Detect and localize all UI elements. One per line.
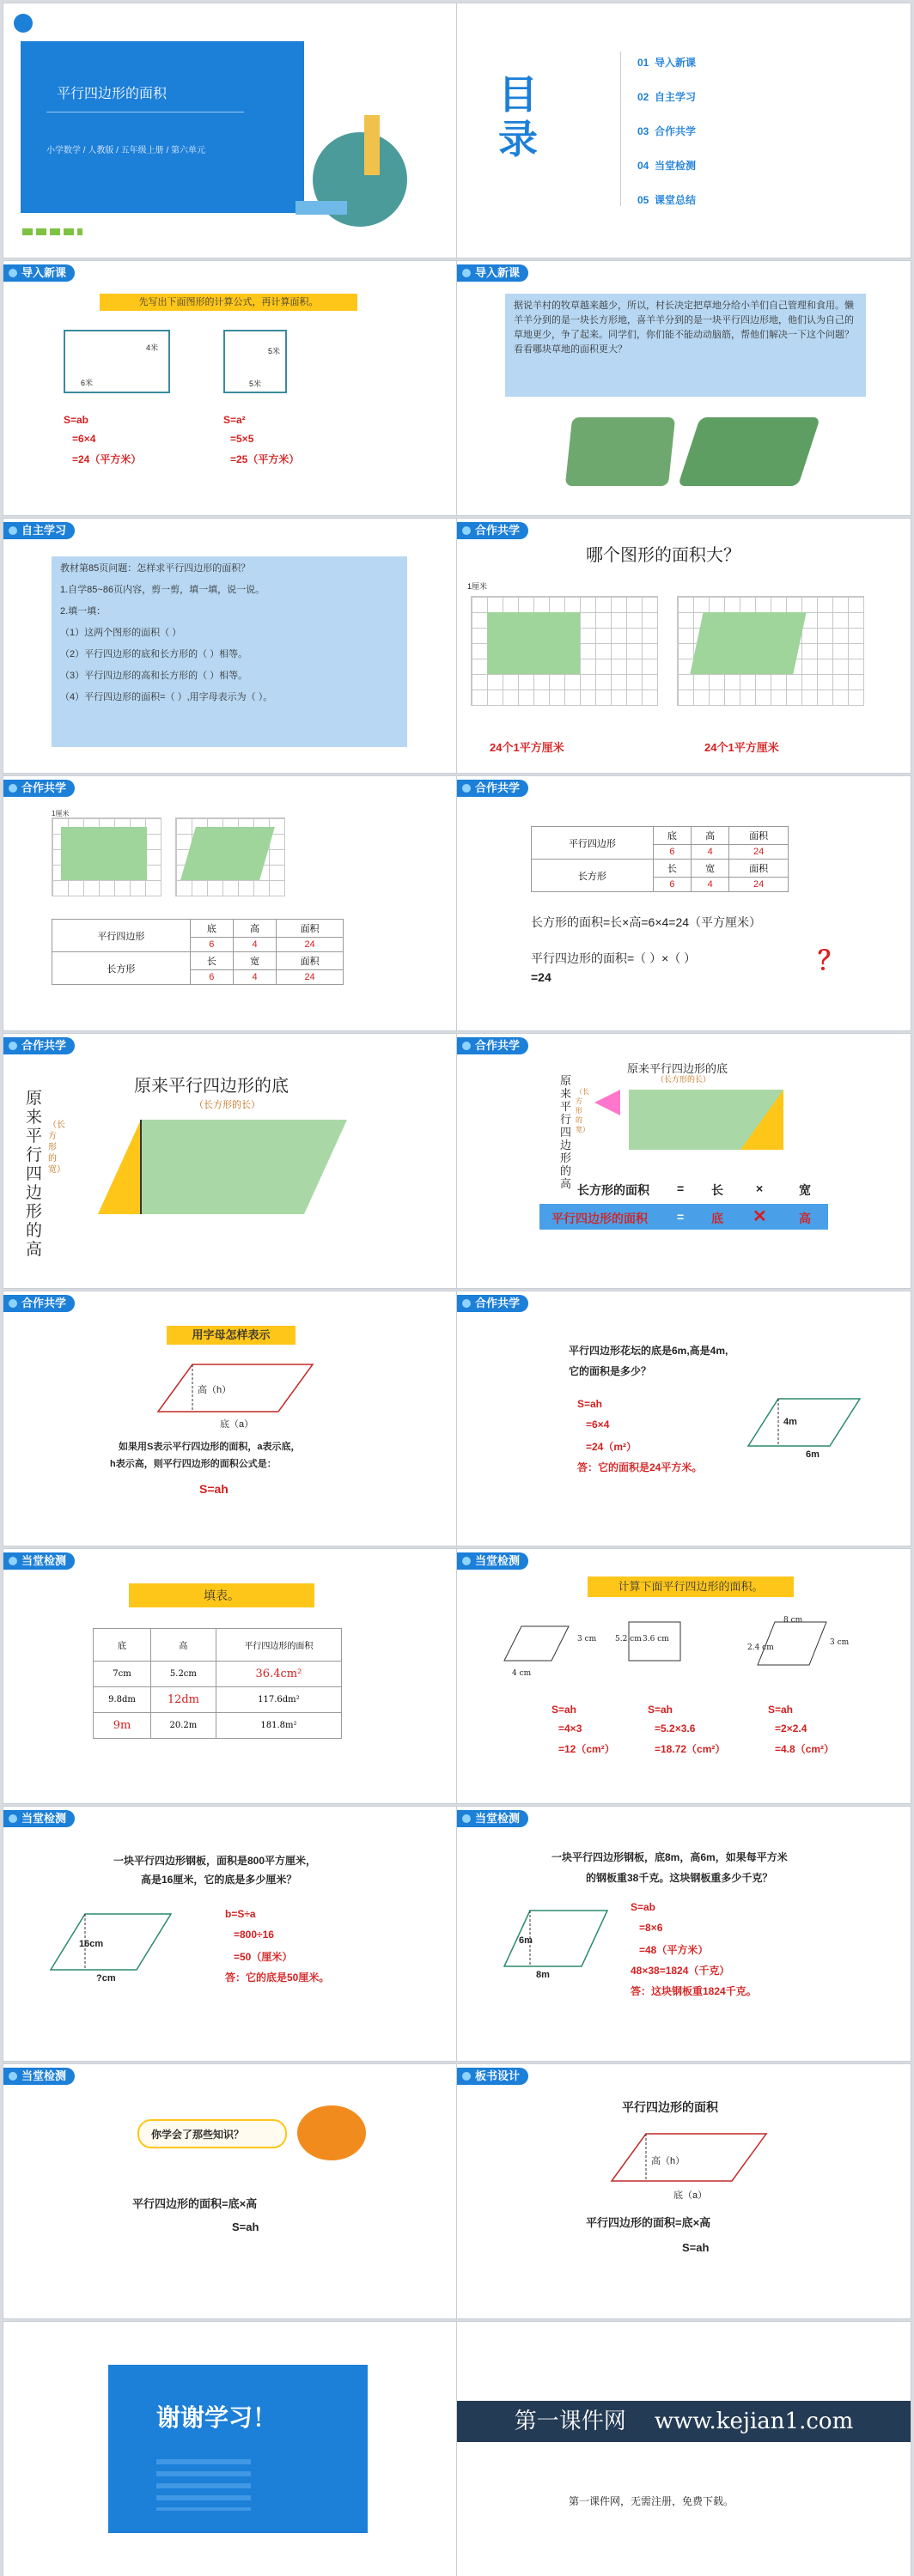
answer: 答：这块钢板重1824千克。 [631, 1985, 757, 1997]
unit-label: 1厘米 [52, 810, 70, 817]
parallelogram-fill [180, 827, 275, 880]
slide-toc[interactable] [457, 3, 911, 258]
table-cell: 平行四边形 [52, 920, 191, 952]
dim-label: 3.6 cm [643, 1635, 669, 1643]
banner: 计算下面平行四边形的面积。 [588, 1577, 794, 1597]
slide-header [457, 1807, 911, 1827]
self-line-5: （2）平行四边形的底和长方形的（ ）相等。 [60, 649, 248, 660]
table-cell: 9.8dm [94, 1687, 151, 1713]
banner: 填表。 [129, 1583, 314, 1607]
slide-example-flowerbed[interactable] [457, 1291, 911, 1546]
parallelogram-grass-illustration [678, 417, 820, 486]
toc-item-1[interactable]: 01 导入新课 [637, 57, 697, 69]
eq2-height: 高 [799, 1212, 811, 1225]
header-label: 当堂检测 [21, 1812, 67, 1825]
base-label: 8m [536, 1970, 550, 1980]
formula-4: 48×38=1824（千克） [631, 1965, 730, 1977]
eq2-base: 底 [711, 1212, 723, 1225]
cover-title: 平行四边形的面积 [57, 87, 168, 101]
dim-label: 5.2 cm [615, 1635, 642, 1643]
slide-header [457, 1549, 911, 1570]
height-label: 6m [519, 1935, 533, 1946]
parallelogram-diagram [46, 1910, 175, 1978]
table-cell: 24 [277, 970, 344, 985]
base-label: 底（a） [673, 2190, 708, 2201]
slide-header [457, 776, 911, 797]
table-cell: 5.2cm [150, 1662, 216, 1687]
header-dot-icon [462, 1299, 471, 1308]
self-line-7: （4）平行四边形的面积=（ ）,用字母表示为（ ）。 [60, 692, 273, 703]
table-cell: 高 [233, 920, 276, 938]
formula-rect-2: =6×4 [72, 433, 96, 445]
table-cell: 面积 [729, 827, 789, 845]
table-cell: 面积 [729, 860, 789, 878]
self-line-1: 教材第85页问题：怎样求平行四边形的面积？ [60, 563, 251, 574]
header-dot-icon [9, 2072, 17, 2081]
table-cell: 6 [653, 878, 691, 892]
question-line-2: 它的面积是多少？ [569, 1365, 652, 1377]
answer: 答：它的面积是24平方米。 [577, 1461, 703, 1473]
table-cell: 20.2m [150, 1713, 216, 1739]
table-cell: 平行四边形 [532, 827, 654, 860]
slide-header [3, 1807, 457, 1827]
eq-length: 长 [711, 1183, 723, 1197]
fill-table [93, 1628, 342, 1739]
header-label: 当堂检测 [21, 2069, 67, 2082]
header-dot-icon [462, 1042, 471, 1050]
board-formula-2: S=ah [682, 2241, 710, 2254]
formula-1: S=ab [631, 1901, 656, 1913]
table-cell: 24 [277, 938, 344, 952]
slide-compare[interactable] [457, 519, 911, 773]
table-cell: 24 [729, 845, 789, 860]
calc-2-3: =18.72（cm²） [655, 1743, 726, 1755]
slide-summary-check[interactable] [3, 2064, 457, 2318]
calc-1-2: =4×3 [558, 1722, 582, 1735]
table-cell: 117.6dm² [216, 1687, 341, 1713]
slide-header [3, 776, 457, 797]
question-line-2: 高是16厘米，它的底是多少厘米？ [141, 1874, 297, 1886]
calc-2-1: S=ah [648, 1704, 673, 1716]
rectangle-fill [487, 612, 580, 674]
table-cell: 4 [233, 938, 276, 952]
board-formula-1: 平行四边形的面积=底×高 [586, 2216, 711, 2229]
square-bottom-label: 5米 [249, 380, 262, 388]
square-side-label: 5米 [268, 347, 281, 355]
desc-line-1: 如果用S表示平行四边形的面积，a表示底， [119, 1442, 301, 1452]
parallelogram-fill [690, 612, 806, 674]
rectangle-grass-illustration [565, 417, 675, 486]
formula-sq-2: =5×5 [230, 433, 254, 445]
slide-header [457, 2064, 911, 2085]
header-label: 当堂检测 [475, 1554, 521, 1567]
rect-height-label: 4米 [146, 343, 159, 352]
caption-left: 24个1平方厘米 [490, 741, 564, 754]
toc-item-5[interactable]: 05 课堂总结 [637, 194, 697, 206]
cut-triangle [98, 1120, 141, 1214]
question-line-1: 平行四边形花坛的底是6m,高是4m, [569, 1345, 728, 1357]
toc-heading [491, 55, 560, 161]
slide-header [3, 519, 457, 539]
prompt-banner: 先写出下面图形的计算公式，再计算面积。 [100, 294, 357, 311]
slide-steel-2[interactable] [457, 1807, 911, 2061]
cover-banner [21, 41, 304, 213]
header-dot-icon [462, 1557, 471, 1565]
height-label: 高（h） [198, 1385, 232, 1395]
logo-icon [14, 14, 33, 33]
table-cell: 高 [692, 827, 729, 845]
parallelogram-diagram [500, 1906, 612, 1975]
header-dot-icon [9, 1042, 17, 1050]
toc-heading-1: 目 [498, 72, 538, 117]
slide-header [457, 519, 911, 539]
slide-thanks[interactable] [3, 2322, 457, 2576]
slide-letters[interactable] [3, 1291, 457, 1546]
calc-1-3: =12（cm²） [558, 1743, 615, 1755]
base-title: 原来平行四边形的底 [627, 1063, 728, 1076]
self-line-2: 1.自学85~86页内容，剪一剪，填一填，说一说。 [60, 585, 265, 596]
header-dot-icon [9, 269, 17, 277]
header-label: 板书设计 [475, 2069, 521, 2082]
toc-heading-2: 录 [498, 117, 538, 161]
coop-table [52, 919, 344, 985]
height-label: 高（h） [651, 2156, 686, 2166]
header-dot-icon [462, 526, 471, 535]
coop-table [531, 826, 789, 892]
header-dot-icon [9, 1814, 17, 1823]
table-cell: 底 [94, 1629, 151, 1662]
board-title: 平行四边形的面积 [622, 2100, 718, 2114]
header-label: 合作共学 [21, 781, 67, 794]
slide-header [457, 1291, 911, 1312]
dim-label: 3 cm [577, 1635, 597, 1643]
table-cell: 底 [190, 920, 233, 938]
brand-bar [457, 2401, 911, 2442]
header-label: 合作共学 [475, 1297, 521, 1309]
three-parallelograms [500, 1618, 861, 1678]
toc-item-3[interactable]: 03 合作共学 [637, 125, 697, 137]
header-label: 导入新课 [21, 266, 67, 279]
slide-coop-table-2[interactable] [457, 776, 911, 1030]
calc-2-2: =5.2×3.6 [655, 1722, 696, 1735]
formula-2: =800÷16 [234, 1929, 274, 1941]
formula-sq-1: S=a² [223, 414, 246, 426]
header-label: 导入新课 [475, 266, 521, 279]
slide-header [3, 2064, 457, 2085]
parallelogram-diagram [149, 1360, 321, 1420]
base-subtitle: （长方形的长） [656, 1075, 711, 1084]
formula-1: b=S÷a [225, 1908, 256, 1920]
grid-right [677, 596, 864, 706]
slide-fill-table[interactable] [3, 1549, 457, 1803]
grid-left [52, 817, 161, 896]
header-dot-icon [9, 784, 17, 793]
bubble-text: 你学会了那些知识？ [151, 2129, 245, 2141]
header-label: 当堂检测 [21, 1554, 67, 1567]
formula-2: =8×6 [639, 1922, 663, 1934]
base-label: 6m [806, 1449, 820, 1460]
books-illustration [296, 201, 347, 215]
slide-brand[interactable] [457, 2322, 911, 2576]
eq2-equals: = [677, 1210, 685, 1224]
area-formula: S=ah [199, 1482, 228, 1496]
speech-bubble [137, 2119, 287, 2148]
eq-equals: = [677, 1182, 685, 1195]
table-cell: 长 [190, 952, 233, 970]
decor-lines [156, 2459, 251, 2511]
table-cell: 6 [190, 970, 233, 985]
table-cell: 181.8m² [216, 1713, 341, 1739]
header-label: 当堂检测 [475, 1812, 521, 1825]
slide-board[interactable] [457, 2064, 911, 2318]
dim-label: 3 cm [830, 1638, 850, 1647]
dim-label: 2.4 cm [747, 1643, 774, 1652]
slide-header [457, 261, 911, 282]
formula-3: =50（厘米） [234, 1951, 293, 1963]
slide-calc-areas[interactable] [457, 1549, 911, 1803]
table-cell: 宽 [692, 860, 729, 878]
base-label: 底（a） [220, 1419, 254, 1430]
question-line-1: 一块平行四边形钢板，底8m，高6m，如果每平方米 [551, 1851, 788, 1863]
toc-divider [620, 52, 621, 206]
base-label: ?cm [96, 1973, 116, 1984]
eq-rect-label: 长方形的面积 [577, 1183, 649, 1197]
table-cell: 24 [729, 878, 789, 892]
question-line-2: 的钢板重38千克。这块钢板重多少千克？ [586, 1872, 773, 1884]
height-sub-label: （长方形的宽） [48, 1121, 65, 1175]
header-label: 自主学习 [21, 524, 67, 537]
brand-url[interactable]: www.kejian1.com [654, 2409, 854, 2434]
formula-rect-3: =24（平方米） [72, 453, 142, 465]
thanks-card [108, 2365, 368, 2533]
header-dot-icon [462, 1814, 471, 1823]
formula-sq-3: =25（平方米） [230, 453, 300, 465]
table-cell: 长方形 [532, 860, 654, 892]
table-cell: 4 [233, 970, 276, 985]
table-cell: 4 [692, 878, 729, 892]
summary-formula-2: S=ah [232, 2221, 259, 2233]
rect-area-line: 长方形的面积=长×高=6×4=24（平方厘米） [531, 915, 762, 929]
header-dot-icon [462, 784, 471, 793]
unit-label: 1厘米 [467, 582, 488, 591]
slide-header [3, 1034, 457, 1054]
slide-coop-table-1[interactable] [3, 776, 457, 1030]
brand-note: 第一课件网，无需注册，免费下载。 [569, 2495, 734, 2507]
table-cell: 宽 [233, 952, 276, 970]
table-cell: 6 [190, 938, 233, 952]
slide-cut-1[interactable] [3, 1034, 457, 1288]
table-cell: 6 [653, 845, 691, 860]
header-dot-icon [9, 526, 17, 535]
slide-self-study[interactable] [3, 519, 457, 773]
table-cell: 底 [653, 827, 691, 845]
para-area-line: 平行四边形的面积=（ ）×（ ） [531, 951, 697, 965]
brand-name: 第一课件网 [514, 2409, 626, 2434]
slide-cover[interactable] [3, 3, 457, 258]
table-cell: 面积 [277, 952, 344, 970]
slide-cut-2[interactable] [457, 1034, 911, 1288]
table-cell: 7cm [94, 1662, 151, 1687]
slide-steel-1[interactable] [3, 1807, 457, 2061]
slide-header [3, 1291, 457, 1312]
calc-3-1: S=ah [768, 1704, 794, 1716]
header-dot-icon [462, 2072, 471, 2081]
height-sub-label: （长方形的宽） [576, 1088, 589, 1133]
dim-label: 4 cm [512, 1669, 532, 1678]
formula-3: =24（m²） [586, 1441, 637, 1453]
height-label: 16cm [79, 1939, 104, 1949]
calc-3-3: =4.8（cm²） [775, 1743, 835, 1755]
question-line-1: 一块平行四边形钢板，面积是800平方厘米， [113, 1855, 317, 1867]
formula-rect-1: S=ab [64, 414, 89, 426]
cut-diagram [55, 1111, 381, 1223]
slide-intro-2[interactable] [457, 261, 911, 515]
compare-title: 哪个图形的面积大？ [586, 546, 740, 565]
slide-header [457, 1034, 911, 1054]
rectangle-diagram [586, 1085, 792, 1163]
toc-item-4[interactable]: 04 当堂检测 [637, 160, 697, 172]
times-cross-icon: ✕ [753, 1207, 767, 1226]
banner: 用字母怎样表示 [167, 1326, 296, 1345]
table-cell: 9m [94, 1713, 151, 1739]
table-cell: 面积 [277, 920, 344, 938]
self-line-4: （1）这两个图形的面积（ ） [60, 628, 182, 639]
table-cell: 36.4cm² [216, 1662, 341, 1687]
toc-item-2[interactable]: 02 自主学习 [637, 91, 697, 103]
para-area-result: =24 [531, 970, 551, 984]
question-mark-icon: ？ [818, 947, 844, 975]
table-cell: 长 [653, 860, 691, 878]
formula-1: S=ah [577, 1398, 603, 1410]
slide-header [3, 261, 457, 282]
story-text: 据说羊村的牧草越来越少，所以，村长决定把草地分给小羊们自己管理和食用。懒羊羊分到的是一块长方形地，喜羊羊分到的是一块平行四边形地，他们认为自己的草地更少，争了起来。同学们，你们能不能动动脑筋，帮他们解决一下这个问题？看看哪块草地的面积更大？ [505, 294, 866, 397]
grid-right [175, 817, 285, 896]
table-cell: 高 [150, 1629, 216, 1662]
rect-width-label: 6米 [81, 379, 94, 387]
calc-1-1: S=ah [551, 1704, 577, 1716]
fish-mascot-icon [297, 2105, 366, 2160]
header-label: 合作共学 [475, 781, 521, 794]
slide-intro-1[interactable] [3, 261, 457, 515]
desc-line-2: h表示高，则平行四边形的面积公式是： [110, 1459, 277, 1469]
height-vertical-label: 原来平行四边形的高 [560, 1075, 572, 1191]
header-label: 合作共学 [21, 1297, 67, 1309]
header-label: 合作共学 [475, 1039, 521, 1052]
header-dot-icon [9, 1299, 17, 1308]
thanks-text: 谢谢学习！ [156, 2404, 277, 2431]
formula-2: =6×4 [586, 1419, 610, 1431]
formula-3: =48（平方米） [639, 1944, 709, 1956]
parallelogram-diagram [744, 1394, 864, 1455]
eq2-para-label: 平行四边形的面积 [551, 1212, 648, 1225]
eq-width: 宽 [799, 1183, 811, 1197]
rectangle-shape [64, 330, 170, 393]
grid-left [471, 596, 658, 706]
caption-right: 24个1平方厘米 [704, 741, 779, 754]
table-cell: 平行四边形的面积 [216, 1629, 341, 1662]
self-line-6: （3）平行四边形的高和长方形的（ ）相等。 [60, 671, 248, 682]
calc-3-2: =2×2.4 [775, 1722, 807, 1735]
answer: 答：它的底是50厘米。 [225, 1971, 330, 1984]
dim-label: 8 cm [783, 1616, 803, 1625]
table-cell: 长方形 [52, 952, 191, 985]
table-cell: 4 [692, 845, 729, 860]
height-vertical-label: 原来平行四边形的高 [26, 1089, 43, 1259]
table-cell: 12dm [150, 1687, 216, 1713]
student-figure [364, 115, 380, 175]
height-label: 4m [783, 1417, 797, 1427]
parallelogram-diagram [603, 2129, 775, 2190]
summary-formula-1: 平行四边形的面积=底×高 [132, 2197, 258, 2210]
arrow-shape [594, 1090, 620, 1115]
slide-header [3, 1549, 457, 1570]
eq-times: × [756, 1182, 764, 1195]
self-study-box [52, 556, 407, 747]
base-subtitle: （长方形的长） [194, 1100, 260, 1110]
header-dot-icon [9, 1557, 17, 1565]
progress-dots [22, 228, 82, 235]
cover-subtitle: 小学数学 / 人教版 / 五年级上册 / 第六单元 [46, 146, 206, 155]
rectangle-fill [61, 827, 147, 880]
self-line-3: 2.填一填： [60, 606, 107, 617]
header-dot-icon [462, 269, 471, 277]
base-title: 原来平行四边形的底 [134, 1075, 289, 1096]
header-label: 合作共学 [21, 1039, 67, 1052]
header-label: 合作共学 [475, 524, 521, 537]
